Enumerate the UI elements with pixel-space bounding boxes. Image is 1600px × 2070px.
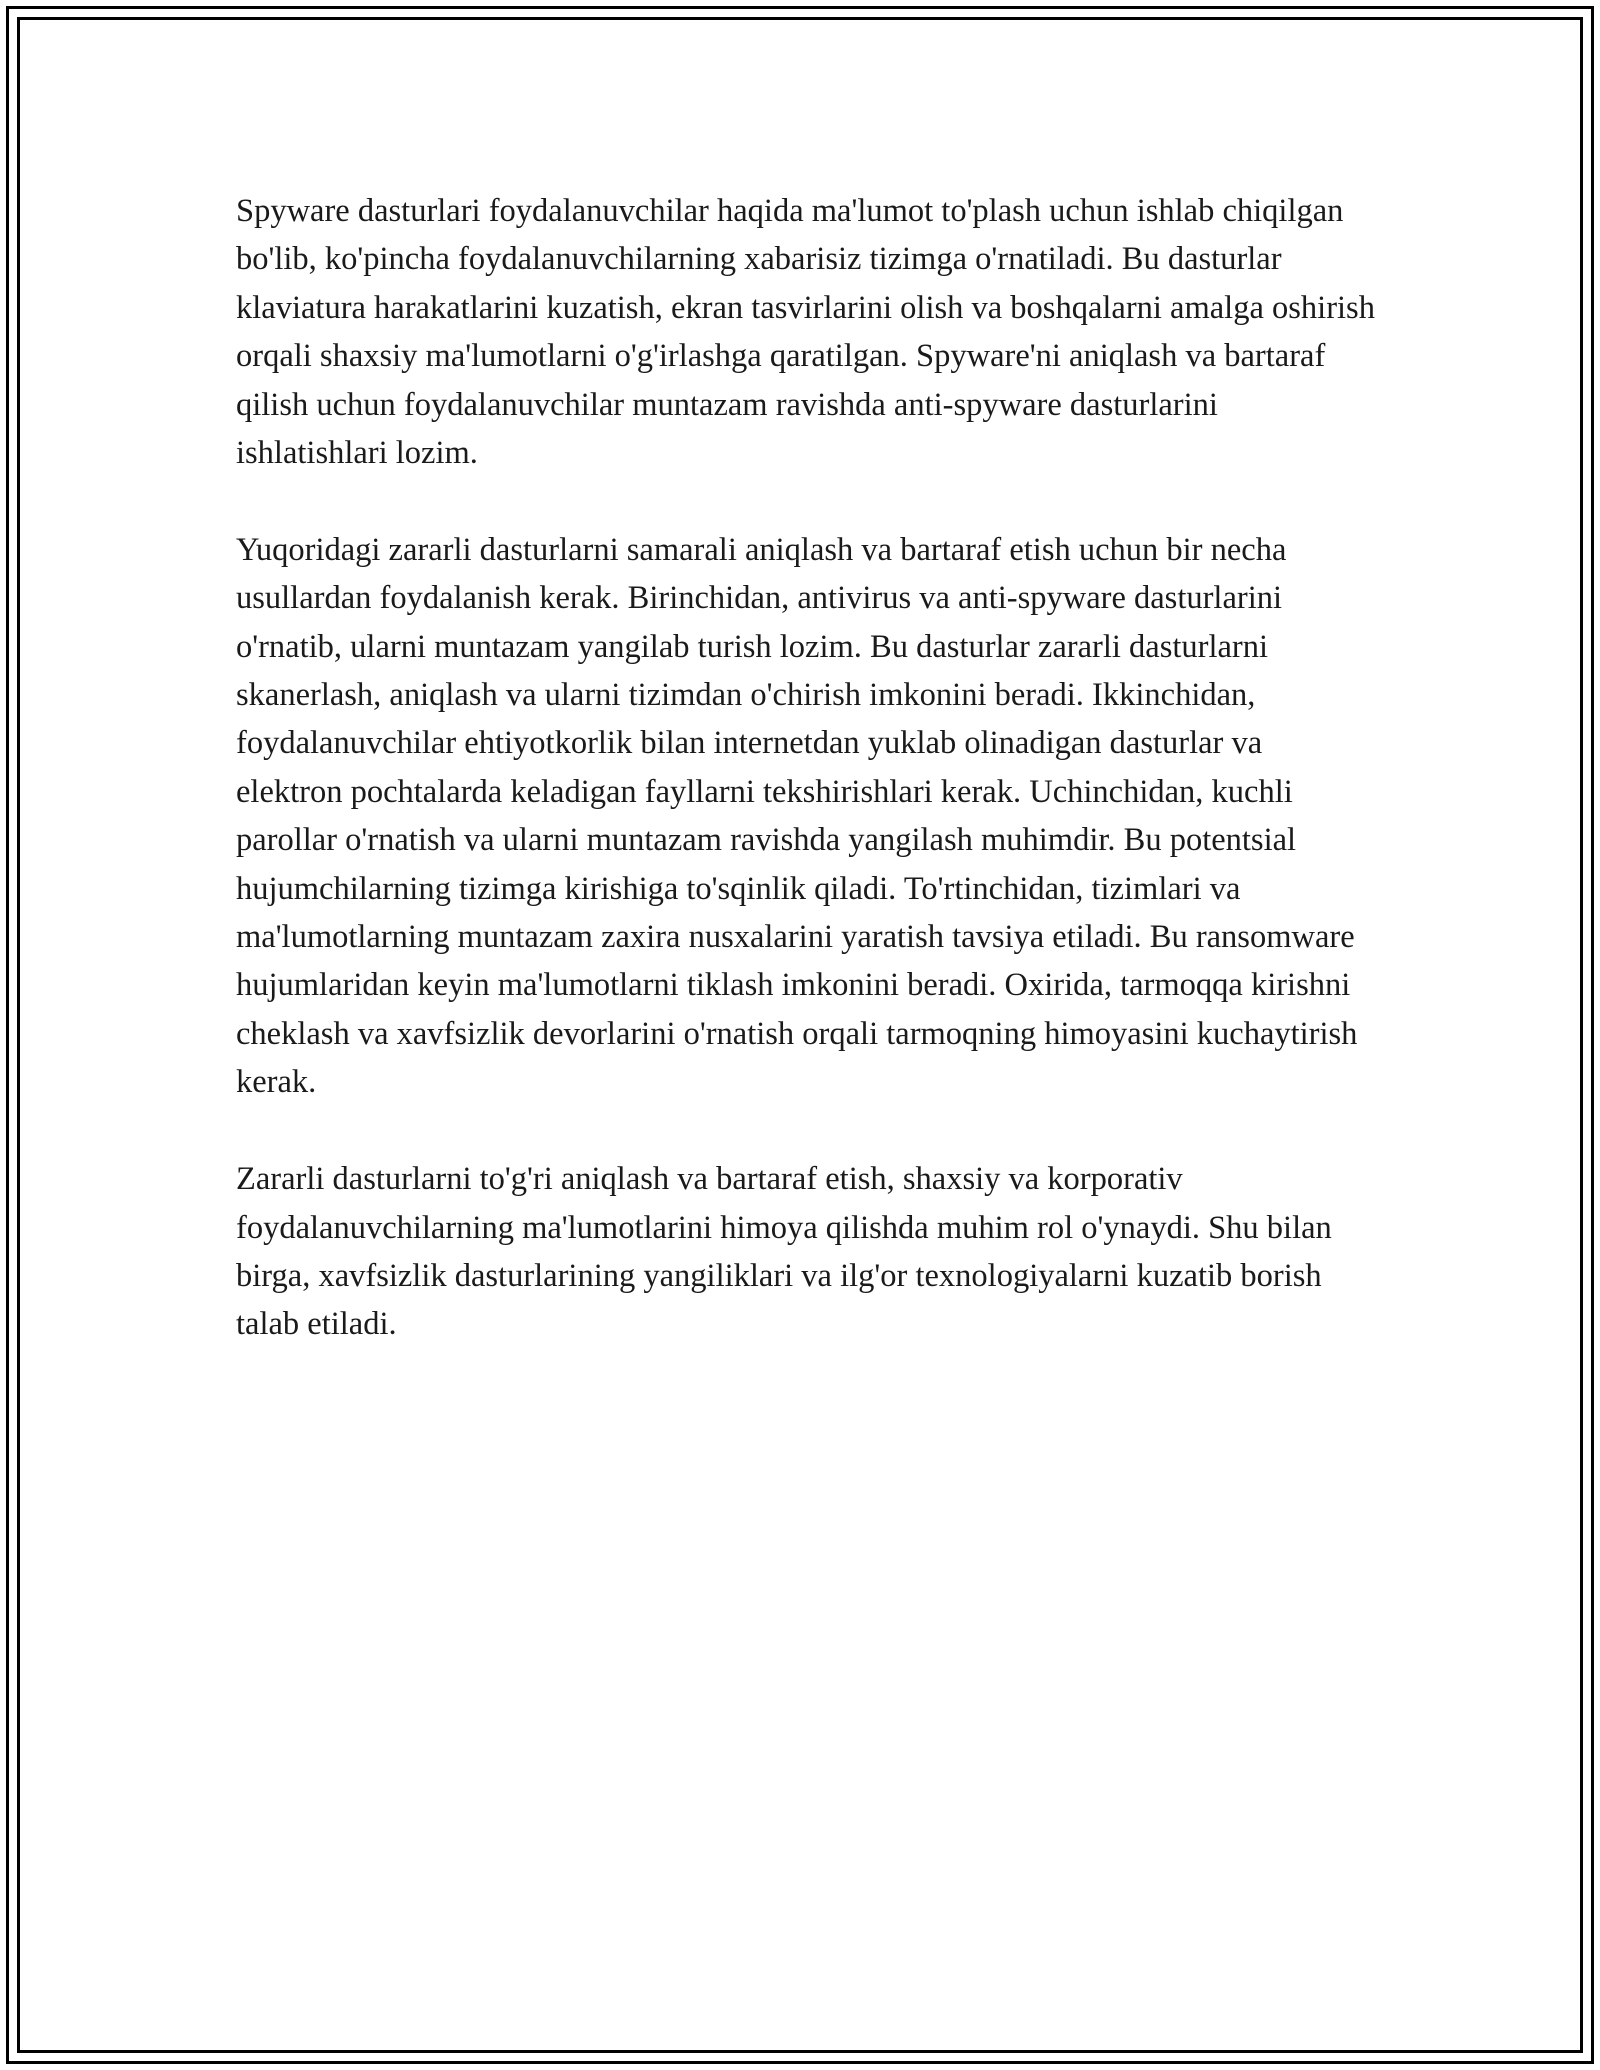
paragraph-spyware: Spyware dasturlari foydalanuvchilar haqida ma'lumot to'plash uchun ishlab chiqilgan bo'lib, ko'pincha foydalanuvchilarning xabarisiz tizimga o'rnatiladi. Bu dasturlar klaviatura harakatlarini kuzatish, ekran tasvirlarini olish va boshqalarni amalga oshirish orqali shaxsiy ma'lumotlarni o'g'irlashga qaratilgan. Spyware'ni aniqlash va bartaraf qilish uchun foydalanuvchilar muntazam ravishda anti-spyware dasturlarini ishlatishlari lozim. [236, 193, 1375, 472]
document-body [236, 187, 1376, 1349]
paragraph-conclusion: Zararli dasturlarni to'g'ri aniqlash va bartaraf etish, shaxsiy va korporativ foydalanuvchilarning ma'lumotlarini himoya qilishda muhim rol o'ynaydi. Shu bilan birga, xavfsizlik dasturlarining yangiliklari va ilg'or texnologiyalarni kuzatib borish talab etiladi. [236, 1161, 1332, 1343]
paragraph-detection-methods: Yuqoridagi zararli dasturlarni samarali aniqlash va bartaraf etish uchun bir necha usullardan foydalanish kerak. Birinchidan, antivirus va anti-spyware dasturlarini o'rnatib, ularni muntazam yangilab turish lozim. Bu dasturlar zararli dasturlarni skanerlash, aniqlash va ularni tizimdan o'chirish imkonini beradi. Ikkinchidan, foydalanuvchilar ehtiyotkorlik bilan internetdan yuklab olinadigan dasturlar va elektron pochtalarda keladigan fayllarni tekshirishlari kerak. Uchinchidan, kuchli parollar o'rnatish va ularni muntazam ravishda yangilash muhimdir. Bu potentsial hujumchilarning tizimga kirishiga to'sqinlik qiladi. To'rtinchidan, tizimlari va ma'lumotlarning muntazam zaxira nusxalarini yaratish tavsiya etiladi. Bu ransomware hujumlaridan keyin ma'lumotlarni tiklash imkonini beradi. Oxirida, tarmoqqa kirishni cheklash va xavfsizlik devorlarini o'rnatish orqali tarmoqning himoyasini kuchaytirish kerak. [236, 531, 1358, 1101]
